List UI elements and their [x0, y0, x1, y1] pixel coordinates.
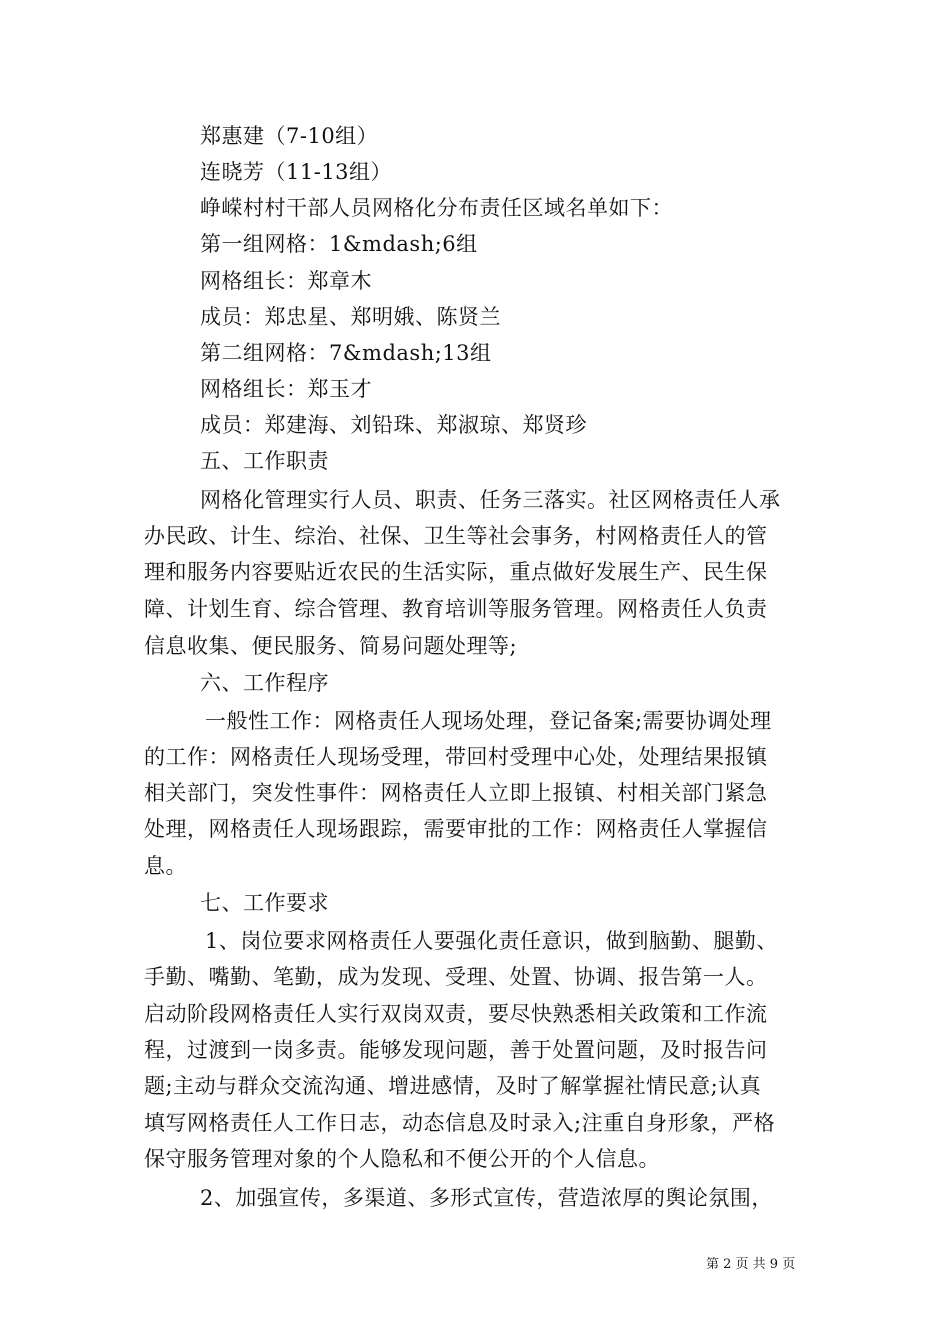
paragraph-line: 理和服务内容要贴近农民的生活实际，重点做好发展生产、民生保	[144, 560, 768, 584]
paragraph-line: 障、计划生育、综合管理、教育培训等服务管理。网格责任人负责	[144, 597, 768, 621]
page-number: 第 2 页 共 9 页	[706, 1257, 796, 1272]
paragraph-line: 程，过渡到一岗多责。能够发现问题，善于处置问题，及时报告问	[144, 1038, 768, 1062]
paragraph-line: 相关部门，突发性事件：网格责任人立即上报镇、村相关部门紧急	[144, 781, 768, 805]
text-line: 网格组长：郑玉才	[200, 377, 372, 401]
text-line: 第二组网格：7&mdash;13组	[200, 341, 492, 365]
paragraph-line: 填写网格责任人工作日志，动态信息及时录入;注重自身形象，严格	[144, 1111, 776, 1135]
paragraph-line: 手勤、嘴勤、笔勤，成为发现、受理、处置、协调、报告第一人。	[144, 965, 768, 989]
paragraph-line: 1、岗位要求网格责任人要强化责任意识，做到脑勤、腿勤、	[205, 929, 778, 953]
section-heading: 七、工作要求	[200, 891, 329, 915]
paragraph-line: 保守服务管理对象的个人隐私和不便公开的个人信息。	[144, 1147, 660, 1171]
paragraph-line: 的工作：网格责任人现场受理，带回村受理中心处，处理结果报镇	[144, 745, 768, 769]
paragraph-line: 处理，网格责任人现场跟踪，需要审批的工作：网格责任人掌握信	[144, 817, 768, 841]
paragraph-line: 题;主动与群众交流沟通、增进感情，及时了解掌握社情民意;认真	[144, 1074, 762, 1098]
section-heading: 五、工作职责	[200, 449, 329, 473]
paragraph-line: 一般性工作：网格责任人现场处理，登记备案;需要协调处理	[205, 709, 772, 733]
paragraph-line: 启动阶段网格责任人实行双岗双责，要尽快熟悉相关政策和工作流	[144, 1002, 768, 1026]
text-line: 峥嵘村村干部人员网格化分布责任区域名单如下：	[200, 196, 673, 220]
paragraph-line: 信息收集、便民服务、简易问题处理等;	[144, 634, 518, 658]
paragraph-line: 2、加强宣传，多渠道、多形式宣传，营造浓厚的舆论氛围，	[200, 1186, 773, 1210]
text-line: 郑惠建（7-10组）	[200, 124, 379, 148]
paragraph-line: 办民政、计生、综治、社保、卫生等社会事务，村网格责任人的管	[144, 524, 768, 548]
paragraph-line: 息。	[144, 854, 187, 878]
text-line: 成员：郑忠星、郑明娥、陈贤兰	[200, 305, 501, 329]
section-heading: 六、工作程序	[200, 671, 329, 695]
paragraph-line: 网格化管理实行人员、职责、任务三落实。社区网格责任人承	[200, 488, 781, 512]
text-line: 成员：郑建海、刘铅珠、郑淑琼、郑贤珍	[200, 413, 587, 437]
text-line: 连晓芳（11-13组）	[200, 160, 393, 184]
text-line: 网格组长：郑章木	[200, 269, 372, 293]
text-line: 第一组网格：1&mdash;6组	[200, 232, 478, 256]
